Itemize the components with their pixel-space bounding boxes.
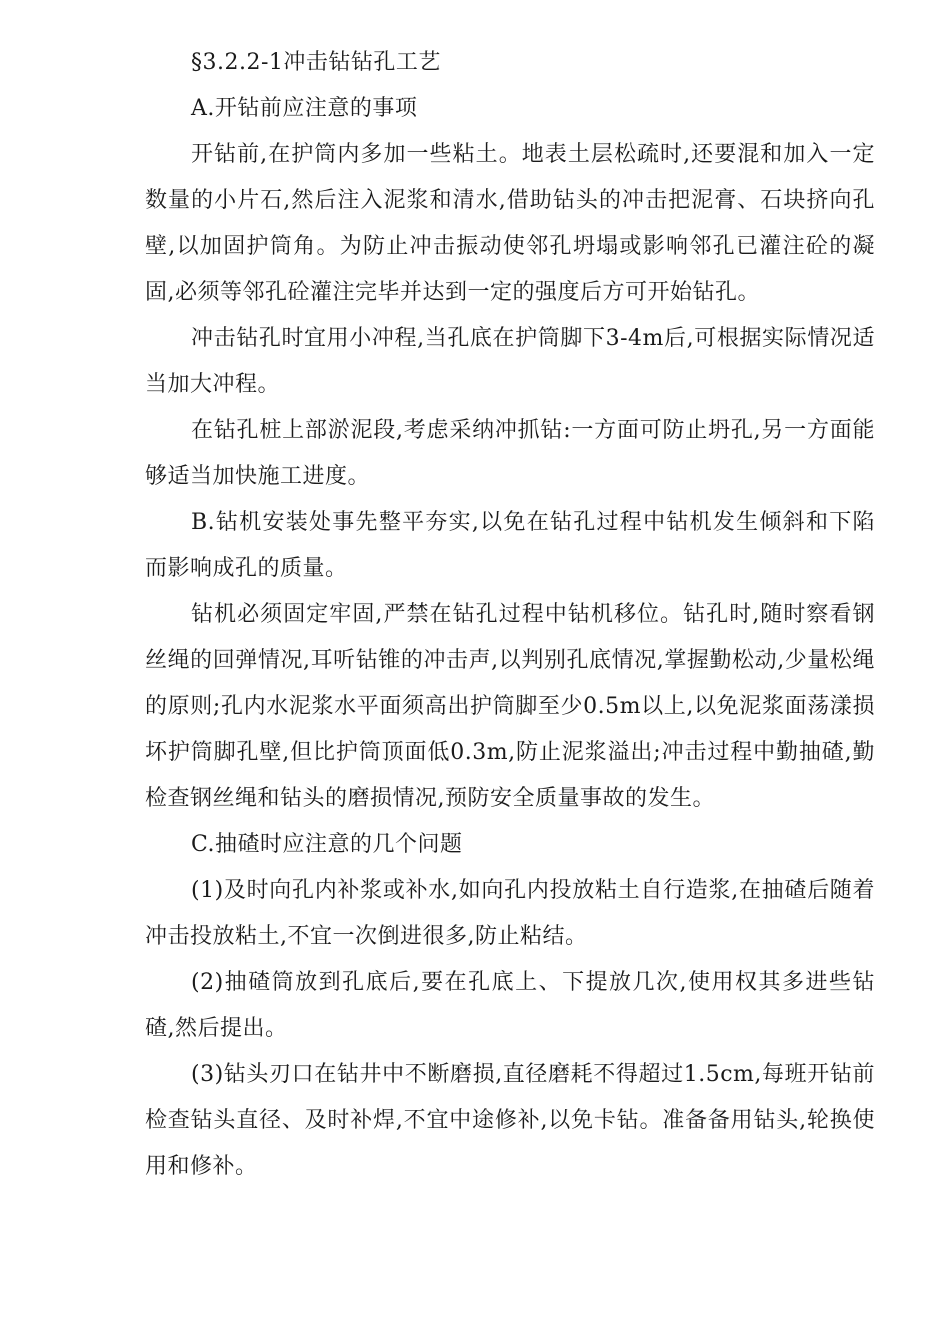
list-item-3: (3)钻头刃口在钻井中不断磨损,直径磨耗不得超过1.5cm,每班开钻前检查钻头直径、及时补焊,不宜中途修补,以免卡钻。准备备用钻头,轮换使用和修补。 [145,1062,875,1179]
subsection-b-rig-installation: B.钻机安装处事先整平夯实,以免在钻孔过程中钻机发生倾斜和下陷而影响成孔的质量。 [145,510,875,581]
paragraph-rig-fixing: 钻机必须固定牢固,严禁在钻孔过程中钻机移位。钻孔时,随时察看钢丝绳的回弹情况,耳听钻锥的冲击声,以判别孔底情况,掌握勤松动,少量松绳的原则;孔内水泥浆水平面须高出护筒脚至少0.5m以上,以免泥浆面荡漾损坏护筒脚孔壁,但比护筒顶面低0.3m,防止泥浆溢出;冲击过程中勤抽碴,勤检查钢丝绳和钻头的磨损情况,预防安全质量事故的发生。 [145,602,875,811]
document-body [145,40,875,1190]
paragraph-pre-drilling: 开钻前,在护筒内多加一些粘土。地表土层松疏时,还要混和加入一定数量的小片石,然后注入泥浆和清水,借助钻头的冲击把泥膏、石块挤向孔壁,以加固护筒角。为防止冲击振动使邻孔坍塌或影响邻孔已灌注砼的凝固,必须等邻孔砼灌注完毕并达到一定的强度后方可开始钻孔。 [145,142,875,305]
subsection-heading-c: C.抽碴时应注意的几个问题 [191,832,463,857]
section-heading: §3.2.2-1冲击钻钻孔工艺 [191,50,441,75]
subsection-heading-a: A.开钻前应注意的事项 [191,96,418,121]
paragraph-silt-section: 在钻孔桩上部淤泥段,考虑采纳冲抓钻:一方面可防止坍孔,另一方面能够适当加快施工进度。 [145,418,875,489]
paragraph-stroke: 冲击钻孔时宜用小冲程,当孔底在护筒脚下3-4m后,可根据实际情况适当加大冲程。 [145,326,875,397]
list-item-1: (1)及时向孔内补浆或补水,如向孔内投放粘土自行造浆,在抽碴后随着冲击投放粘土,不宜一次倒进很多,防止粘结。 [145,878,875,949]
list-item-2: (2)抽碴筒放到孔底后,要在孔底上、下提放几次,使用权其多进些钻碴,然后提出。 [145,970,875,1041]
